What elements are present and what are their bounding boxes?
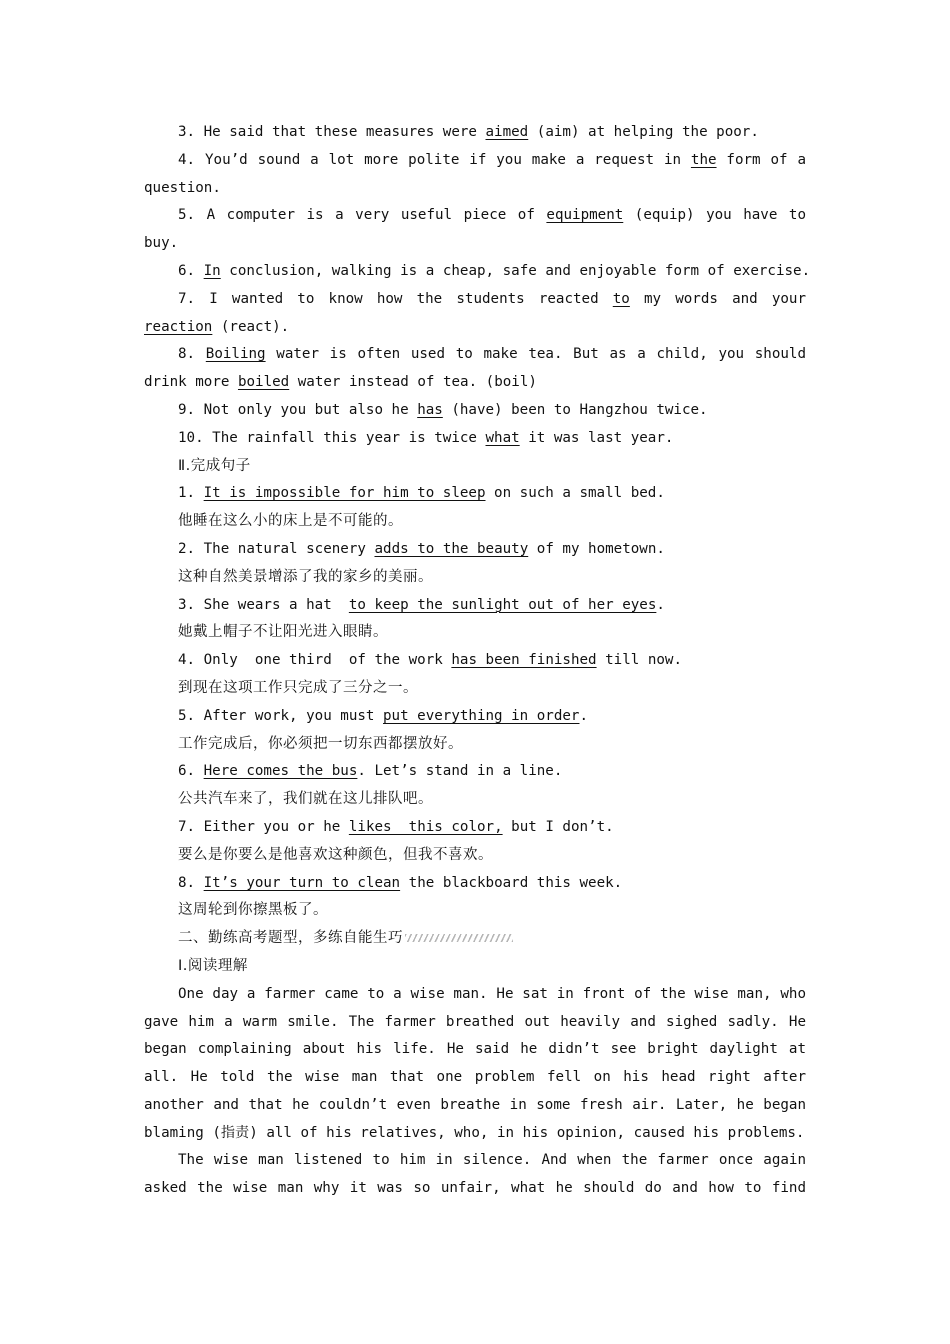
passage-line: blaming (指责) all of his relatives, who, in his opinion, caused his problems. [144,1124,805,1141]
answer-blank: to keep the sunlight out of her eyes [348,596,657,613]
sentence-6-translation: 公共汽车来了，我们就在这儿排队吧。 [178,791,433,808]
passage-line: all. He told the wise man that one problem fell on his head right after [144,1069,806,1086]
exercise-8: 8. Boiling water is often used to make tea. But as a child, you should [178,346,807,363]
reading-heading: Ⅰ.阅读理解 [178,957,248,974]
part-heading: 二、勤练高考题型，多练自能生巧 [144,925,806,953]
answer-blank: It’s your turn to clean [203,874,401,891]
passage-line: gave him a warm smile. The farmer breathed out heavily and sighed sadly. He [144,1013,806,1030]
sentence-2-translation: 这种自然美景增添了我的家乡的美丽。 [178,568,433,585]
sentence-5: 5. After work, you must put everything in order. [178,707,589,724]
passage-line: asked the wise man why it was so unfair, what he should do and how to find [144,1180,806,1197]
exercise-10: 10. The rainfall this year is twice what it was last year. [178,429,674,446]
exercise-8-cont: drink more boiled water instead of tea. (boil) [144,374,537,391]
document-page [144,119,811,1203]
exercise-5-cont: buy. [144,235,179,252]
section-heading-sentences: Ⅱ.完成句子 [178,457,251,474]
sentence-7-translation: 要么是你要么是他喜欢这种颜色，但我不喜欢。 [178,846,493,863]
passage-line: another and that he couldn’t even breathe in some fresh air. Later, he began [144,1096,806,1113]
hatch-decoration [405,934,513,942]
exercise-3: 3. He said that these measures were aimed (aim) at helping the poor. [178,124,759,140]
answer-blank: to [612,290,630,307]
exercise-7-cont: reaction (react). [144,318,290,335]
answer-blank: In [203,262,221,279]
sentence-7: 7. Either you or he likes this color, but I don’t. [178,818,614,835]
answer-blank: Here comes the bus [203,763,358,780]
sentence-4-translation: 到现在这项工作只完成了三分之一。 [178,679,418,696]
answer-blank: has been finished [451,652,597,669]
answer-blank: the [690,151,717,168]
sentence-1-translation: 他睡在这么小的床上是不可能的。 [178,513,403,530]
sentence-3-translation: 她戴上帽子不让阳光进入眼睛。 [178,624,388,641]
answer-blank: adds to the beauty [374,540,529,557]
answer-blank: equipment [546,207,624,224]
passage-line: One day a farmer came to a wise man. He sat in front of the wise man, who [178,985,806,1002]
sentence-2: 2. The natural scenery adds to the beauty of my hometown. [178,540,665,557]
passage-line: The wise man listened to him in silence. And when the farmer once again [178,1152,806,1169]
answer-blank: likes this color, [348,818,503,835]
sentence-6: 6. Here comes the bus. Let’s stand in a line. [178,763,563,780]
sentence-4: 4. Only one third of the work has been finished till now. [178,652,682,669]
exercise-5: 5. A computer is a very useful piece of equipment (equip) you have to [178,207,806,224]
answer-blank: It is impossible for him to sleep [203,485,486,502]
exercise-6: 6. In conclusion, walking is a cheap, safe and enjoyable form of exercise. [178,262,811,279]
answer-blank: put everything in order [383,707,580,724]
answer-blank: boiled [237,374,290,391]
answer-blank: Boiling [205,346,266,363]
answer-blank: has [417,401,443,418]
answer-blank: what [485,429,520,446]
passage-line: began complaining about his life. He said he didn’t see bright daylight at [144,1041,806,1058]
sentence-3: 3. She wears a hat to keep the sunlight out of her eyes. [178,596,665,613]
sentence-1: 1. It is impossible for him to sleep on such a small bed. [178,485,665,502]
answer-blank: aimed [485,124,529,140]
sentence-8: 8. It’s your turn to clean the blackboard this week. [178,874,623,891]
sentence-5-translation: 工作完成后，你必须把一切东西都摆放好。 [178,735,463,752]
sentence-8-translation: 这周轮到你擦黑板了。 [178,902,328,919]
exercise-9: 9. Not only you but also he has (have) been to Hangzhou twice. [178,401,708,418]
exercise-7: 7. I wanted to know how the students reacted to my words and your [178,290,806,307]
exercise-4: 4. You’d sound a lot more polite if you make a request in the form of a [178,151,806,168]
answer-blank: reaction [144,318,213,335]
exercise-4-cont: question. [144,179,221,196]
